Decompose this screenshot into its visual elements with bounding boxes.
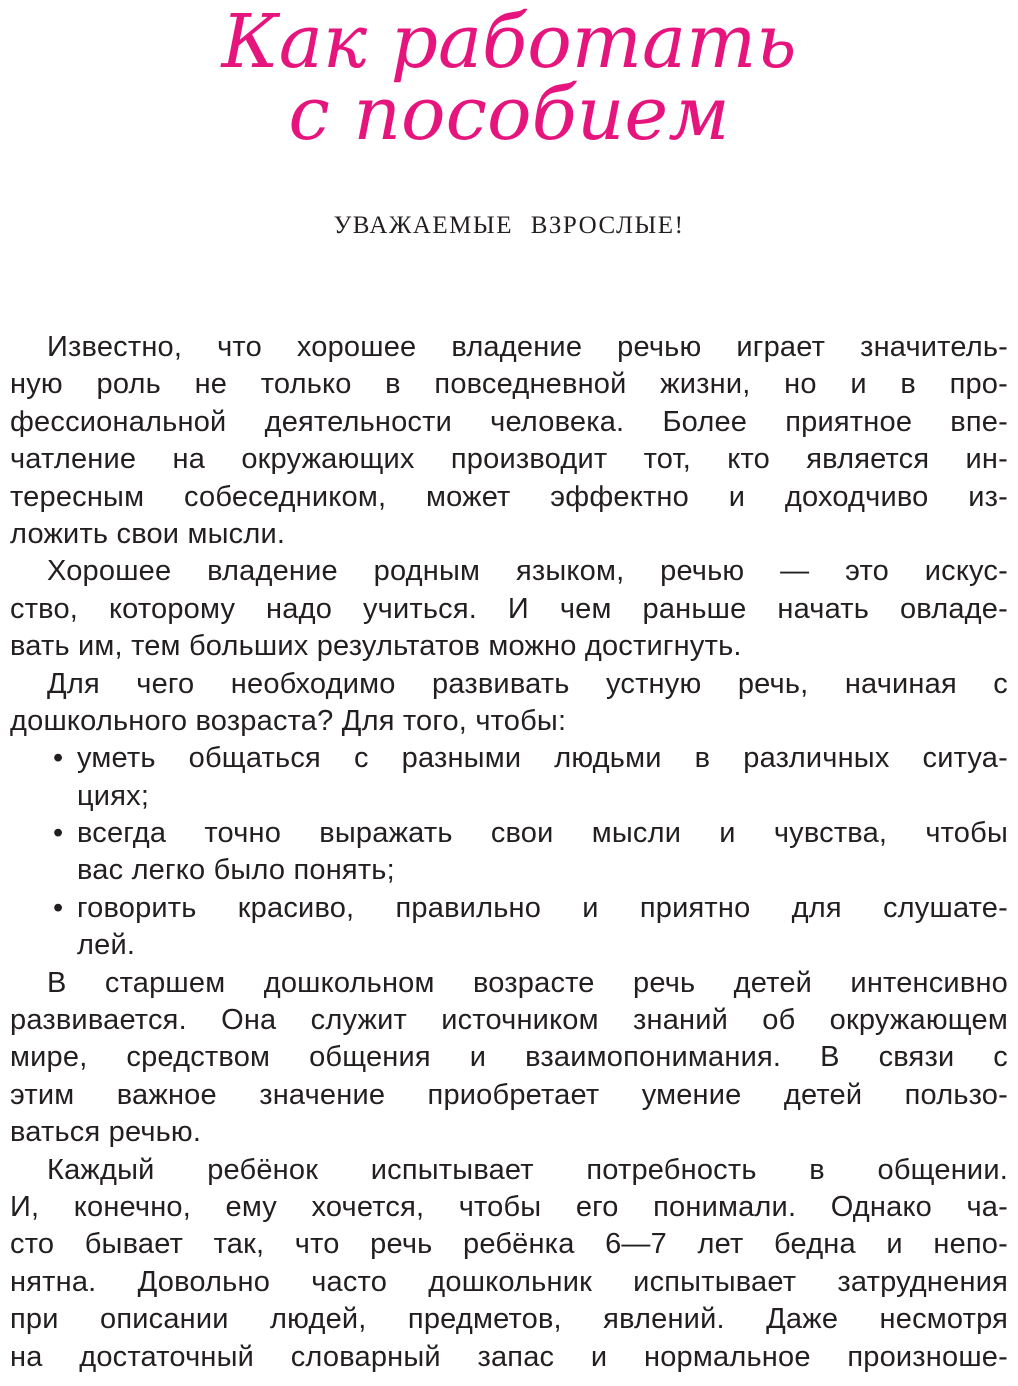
text-line: на достаточный словарный запас и нормальное произноше- xyxy=(10,1340,1008,1373)
text-line: этим важное значение приобретает умение детей пользо- xyxy=(10,1078,1008,1111)
text-line: И, конечно, ему хочется, чтобы его понимали. Однако ча- xyxy=(10,1190,1008,1223)
bullet-marker: • xyxy=(53,891,64,924)
text-line: фессиональной деятельности человека. Более приятное впе- xyxy=(10,405,1008,438)
text-line: ложить свои мысли. xyxy=(10,517,286,550)
text-line: при описании людей, предметов, явлений. Даже несмотря xyxy=(10,1303,1008,1336)
page-title-line-1: Как работать xyxy=(221,0,797,85)
bullet-text: всегда точно выражать свои мысли и чувства, чтобы xyxy=(77,817,1008,850)
text-line: чатление на окружающих производит тот, кто является ин- xyxy=(10,443,1008,476)
subtitle: УВАЖАЕМЫЕ ВЗРОСЛЫЕ! xyxy=(333,212,685,239)
text-line: развивается. Она служит источником знаний об окружающем xyxy=(10,1004,1008,1037)
page-title-line-2: с пособием xyxy=(288,71,730,157)
text-line: В старшем дошкольном возрасте речь детей интенсивно xyxy=(47,966,1008,999)
text-line: вать им, тем больших результатов можно достигнуть. xyxy=(10,630,742,663)
bullet-marker: • xyxy=(53,817,64,850)
body-text xyxy=(10,329,1008,1376)
bullet-text: уметь общаться с разными людьми в различных ситуа- xyxy=(77,742,1008,775)
page-title xyxy=(0,0,1018,157)
bullet-item xyxy=(10,740,1008,777)
text-line: лей. xyxy=(77,929,136,962)
text-line: тересным собеседником, может эффектно и доходчиво из- xyxy=(10,480,1008,513)
text-line: ваться речью. xyxy=(10,1116,202,1149)
text-line: циях; xyxy=(77,779,150,812)
bullet-marker: • xyxy=(53,742,64,775)
text-line: Хорошее владение родным языком, речью — это искус- xyxy=(47,555,1008,588)
text-line: Известно, что хорошее владение речью играет значитель- xyxy=(47,331,1008,363)
bullet-text: говорить красиво, правильно и приятно для слушате- xyxy=(77,891,1008,924)
bullet-item xyxy=(10,815,1008,852)
text-line: мире, средством общения и взаимопонимания. В связи с xyxy=(10,1041,1008,1074)
text-line: сто бывает так, что речь ребёнка 6—7 лет бедна и непо- xyxy=(10,1228,1008,1261)
text-line: ство, которому надо учиться. И чем раньше начать овладе- xyxy=(10,592,1008,625)
text-line: вас легко было понять; xyxy=(77,854,395,887)
text-line: нятна. Довольно часто дошкольник испытывает затруднения xyxy=(10,1265,1008,1298)
bullet-item xyxy=(10,890,1008,927)
text-line: дошкольного возраста? Для того, чтобы: xyxy=(10,704,567,737)
text-line: ную роль не только в повседневной жизни, но и в про- xyxy=(10,368,1008,401)
text-line: Для чего необходимо развивать устную речь, начиная с xyxy=(47,667,1008,700)
text-line: Каждый ребёнок испытывает потребность в общении. xyxy=(47,1153,1008,1186)
